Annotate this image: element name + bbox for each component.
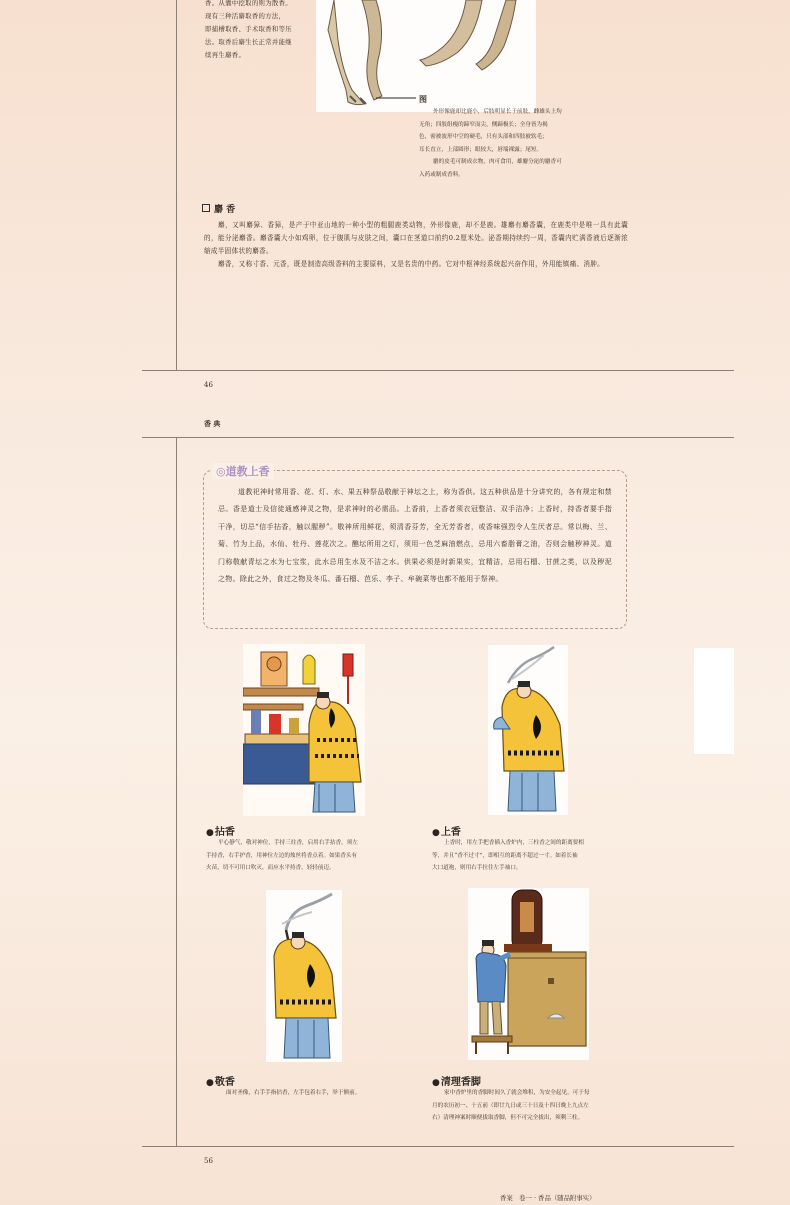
step-line: 上香时，用左手把香插入香炉内，三柱香之间的距离要相	[444, 840, 584, 846]
caption-line: 麝的皮毛可制成衣物，肉可食用，雄麝分泌的麝香可	[433, 159, 562, 165]
top-fragment-line: 即捕槽取香、手术取香和等压	[205, 25, 292, 33]
section-heading-text: 麝 香	[214, 205, 236, 215]
step-line: 面对圣像，右手手指拈香，左手包着右手，举于额前。	[226, 1090, 361, 1096]
step-text-shangxiang	[432, 837, 632, 875]
illustration-qinglixiangjiao	[468, 888, 589, 1060]
step-text-jingxiang	[226, 1087, 426, 1100]
musk-paragraph: 麝香，又称寸香、元香，既是制造高级香料的主要原料，又是名贵的中药。它对中枢神经系统起兴奋作用，外用能镇痛、消肿。	[218, 260, 605, 268]
musk-section-body	[204, 219, 628, 271]
taoist-incense-title: ◎道教上香	[212, 463, 274, 479]
bullet-dot-icon: ●	[206, 1078, 214, 1088]
step-line: 平心静气，敬对神位，手持三炷香，启用右手拈香，须左	[218, 840, 358, 846]
illustration-shangxiang	[488, 645, 568, 815]
header-rule	[142, 437, 734, 438]
musk-deer-caption	[419, 106, 629, 181]
page-footer: 香案 卷一 · 香品（随品附事实）	[500, 1194, 596, 1202]
page2-bottom-rule	[142, 1146, 734, 1147]
blank-panel	[694, 648, 734, 754]
step-title-text: 上香	[440, 827, 461, 838]
step-line: 右）清理神案时顺便拔取香脚，但不可完全拔出，须剩三柱。	[432, 1115, 584, 1121]
taoist-incense-body: 道教祀神时常用香、花、灯、水、果五种祭品敬献于神坛之上，称为香供。这五种供品是十分讲究的，各有规定和禁忌。香是道士及信徒通感神灵之物，是求神时的必需品。上香前，上香者须衣冠整洁、双手洁净；上香时，持香者要手指干净，切忌“信手拈香，触以腥秽”。敬神所用鲜花，须清香芬芳，全无芳香者，或香味强烈令人生厌者忌。常以梅、兰、菊、竹为上品，水仙、牡丹、莲花次之。醮坛所用之灯，须用一色芝麻油燃点，忌用六畜脂膏之油，否则会触秽神灵。道门称敬献青坛之水为七宝浆，此水忌用生水及不洁之水。供果必须是时新果实，宜精洁，忌用石榴、甘蔗之类，以及秽泥之物。除此之外，食过之物及冬瓜、番石榴、芭乐、李子、牟碗菜等也都不能用于祭神。	[218, 488, 612, 584]
musk-section-heading	[202, 202, 235, 215]
page2-left-rule	[176, 437, 177, 1146]
caption-line: 耳长直立，上部圆形；眼较大，唇端裸露；尾短。	[419, 146, 543, 153]
top-fragment-line: 香。从囊中挖取的则为散香。	[205, 0, 292, 7]
bullet-dot-icon: ●	[206, 828, 214, 838]
illustration-niangxiang	[243, 644, 365, 816]
step-line: 家中香炉里的香脚时间久了就会堆积，为安全起见，可于每	[444, 1090, 590, 1096]
step-line: 火苗，切不可用口吹灭，而应水平持香，轻轻前迈。	[206, 865, 335, 871]
step-line: 月的农历初一、十五前（即廿九日或三十日及十四日晚上九点左	[432, 1102, 589, 1109]
musk-paragraph: 麝，又叫麝獐、香獐，是产于中亚山地的一种小型的粗腿鹿类动物，外形像鹿，却不是鹿。雄麝有麝香囊，在鹿类中是唯一具有此囊的，能分泌麝香。麝香囊大小如鸡卵，位于腹肌与皮肤之间，囊口在茎道口前约0.2厘米处。泌香期持续约一周，香囊内贮满香液后逐渐浓缩成半固体状的麝香。	[204, 221, 628, 255]
bullet-dot-icon: ●	[432, 828, 440, 838]
top-fragment-line: 续再生麝香。	[205, 51, 246, 59]
page-number: 56	[204, 1157, 213, 1165]
caption-line: 入药或制成香料。	[419, 171, 464, 178]
top-fragment-text	[205, 0, 315, 62]
step-title-text: 清理香脚	[440, 1077, 481, 1088]
step-line: 手持香，右手护香，用神位左边的烛丝将香点着。如果香头有	[206, 852, 358, 859]
step-title-jingxiang	[206, 1073, 235, 1088]
square-bullet-icon	[202, 204, 210, 212]
page-number: 46	[204, 381, 213, 389]
step-title-shangxiang	[432, 823, 461, 838]
page-bottom-rule	[142, 370, 734, 371]
illustration-corner-label: 图	[419, 94, 427, 104]
step-title-text: 敬香	[214, 1077, 235, 1088]
step-text-qingli	[432, 1087, 634, 1125]
top-fragment-line: 现有三种活麝取香的方法，	[205, 12, 286, 20]
step-title-text: 拈香	[214, 827, 235, 838]
step-line: 等，并且“香不过寸”，即相互的距离不超过一寸。如着长袖	[432, 852, 578, 859]
top-fragment-line: 法。取香后麝生长正常并能继	[205, 38, 292, 46]
step-title-qingli	[432, 1073, 481, 1088]
illustration-jingxiang	[266, 890, 342, 1062]
page-left-rule	[176, 0, 177, 370]
step-text-niangxiang	[206, 837, 416, 875]
running-header: 香 典	[204, 419, 221, 428]
bullet-dot-icon: ●	[432, 1078, 440, 1088]
step-title-niangxiang	[206, 823, 235, 838]
caption-line: 色，密被波形中空的硬毛，只有头部和四肢被软毛；	[419, 134, 548, 140]
caption-line: 无角；四肢组瘦的蹄窄而尖，侧蹄极长；全身皆为褐	[419, 121, 548, 128]
step-line: 大口道袍，则用右手拉住左手袖口。	[432, 865, 522, 871]
caption-line: 外形像鹿却比鹿小，后肢明显长于前肢，雌雄头上均	[433, 109, 562, 115]
